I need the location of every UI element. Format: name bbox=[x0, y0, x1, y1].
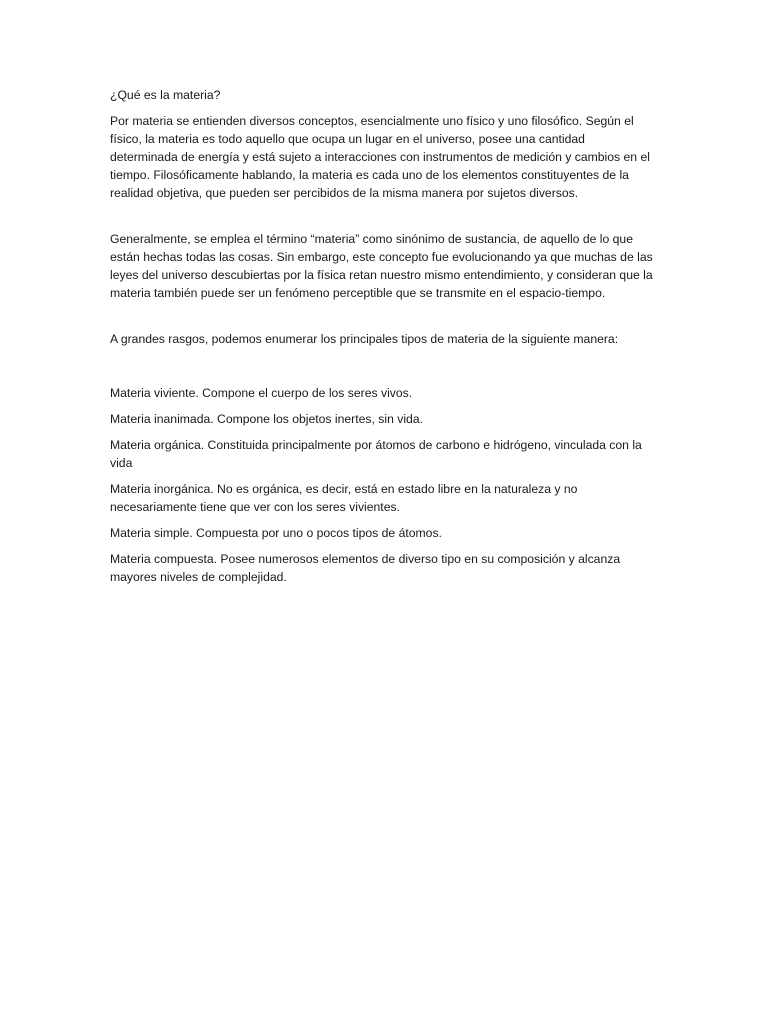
list-item-inorganica: Materia inorgánica. No es orgánica, es decir, está en estado libre en la naturaleza y no necesariamente tiene que ver con los seres vivientes. bbox=[110, 482, 578, 514]
list-intro: A grandes rasgos, podemos enumerar los principales tipos de materia de la siguiente manera: bbox=[110, 332, 619, 346]
document-body bbox=[110, 86, 655, 594]
list-item-inanimada: Materia inanimada. Compone los objetos inertes, sin vida. bbox=[110, 412, 423, 426]
paragraph-usage: Generalmente, se emplea el término “materia” como sinónimo de sustancia, de aquello de lo que están hechas todas las cosas. Sin embargo, este concepto fue evolucionando ya que muchas de las leyes del universo descubiertas por la física retan nuestro mismo entendimiento, y consideran que la materia también puede ser un fenómeno perceptible que se transmite en el espacio-tiempo. bbox=[110, 232, 653, 300]
list-item-simple: Materia simple. Compuesta por uno o pocos tipos de átomos. bbox=[110, 526, 442, 540]
document-title: ¿Qué es la materia? bbox=[110, 88, 221, 102]
paragraph-definition: Por materia se entienden diversos conceptos, esencialmente uno físico y uno filosófico. Según el físico, la materia es todo aquello que ocupa un lugar en el universo, posee una cantidad determinada de energía y está sujeto a interacciones con instrumentos de medición y cambios en el tiempo. Filosóficamente hablando, la materia es cada uno de los elementos constituyentes de la realidad objetiva, que pueden ser percibidos de la misma manera por sujetos diversos. bbox=[110, 114, 650, 200]
list-item-viviente: Materia viviente. Compone el cuerpo de los seres vivos. bbox=[110, 386, 413, 400]
list-item-organica: Materia orgánica. Constituida principalmente por átomos de carbono e hidrógeno, vinculada con la vida bbox=[110, 438, 642, 470]
list-item-compuesta: Materia compuesta. Posee numerosos elementos de diverso tipo en su composición y alcanza mayores niveles de complejidad. bbox=[110, 552, 621, 584]
